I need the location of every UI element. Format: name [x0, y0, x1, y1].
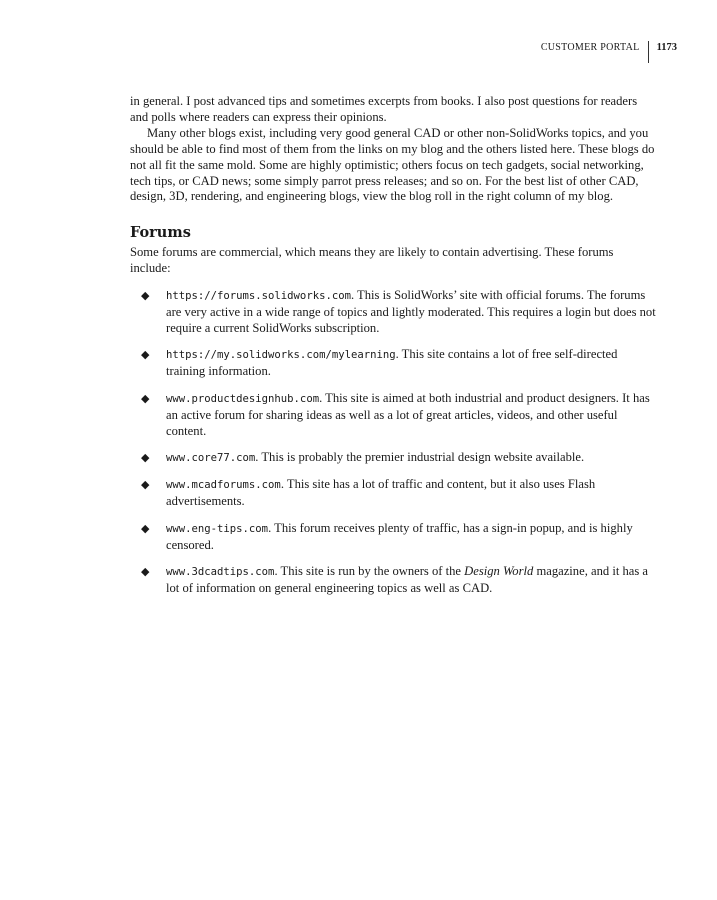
forum-description: . This site contains a lot of free self-directed training information. — [166, 347, 618, 379]
diamond-bullet-icon: ◆ — [141, 450, 150, 464]
forum-description: . This is probably the premier industrial design website available. — [255, 449, 585, 464]
list-item — [130, 288, 656, 337]
forum-url: www.3dcadtips.com — [166, 565, 275, 578]
diamond-bullet-icon: ◆ — [141, 348, 150, 362]
forum-url: www.eng-tips.com — [166, 522, 269, 535]
list-item — [130, 477, 656, 510]
diamond-bullet-icon: ◆ — [141, 478, 150, 492]
diamond-bullet-icon: ◆ — [141, 564, 150, 578]
page-body — [130, 94, 656, 607]
diamond-bullet-icon: ◆ — [141, 391, 150, 405]
forum-url: https://forums.solidworks.com — [166, 290, 351, 303]
magazine-title: Design World — [464, 563, 534, 578]
paragraph-blogs: Many other blogs exist, including very good general CAD or other non-SolidWorks topics, and you should be able to find most of them from the links on my blog and the others listed here. These blogs do not all fit the same mold. Some are highly optimistic; others focus on tech gadgets, social networking, tech tips, or CAD news; some simply parrot press releases; and so on. For the best list of other CAD, design, 3D, rendering, and engineering blogs, view the blog roll in the right column of my blog. — [130, 125, 655, 204]
list-item — [130, 521, 656, 554]
forum-description: . This site is run by the owners of the — [274, 563, 465, 578]
paragraph-continuation: in general. I post advanced tips and sometimes excerpts from books. I also post questions for readers and polls where readers can express their opinions. — [130, 94, 638, 124]
forums-list — [130, 288, 656, 597]
forum-description: . This is SolidWorks’ site with official forums. The forums are very active in a wide range of topics and lightly moderated. This requires a login but does not require a current SolidWorks subscription. — [166, 288, 656, 335]
diamond-bullet-icon: ◆ — [141, 521, 150, 535]
list-item — [130, 391, 656, 440]
page-number: 1173 — [656, 42, 677, 53]
forums-intro: Some forums are commercial, which means they are likely to contain advertising. These forums include: — [130, 245, 614, 276]
section-title: CUSTOMER PORTAL — [540, 42, 640, 53]
list-item — [130, 347, 656, 380]
list-item — [130, 450, 656, 467]
forums-heading: Forums — [130, 224, 191, 242]
forum-description: . This forum receives plenty of traffic, has a sign-in popup, and is highly censored. — [166, 520, 633, 552]
forum-url: https://my.solidworks.com/mylearning — [166, 349, 396, 362]
forum-url: www.core77.com — [166, 451, 256, 464]
running-head — [541, 41, 677, 65]
forum-description: . This site has a lot of traffic and content, but it also uses Flash advertisements. — [166, 477, 596, 509]
list-item — [130, 564, 656, 597]
forum-description: . This site is aimed at both industrial and product designers. It has an active forum for sharing ideas as well as a lot of great articles, videos, and other useful content. — [166, 390, 650, 438]
forum-description-end: magazine, and it has a lot of information on general engineering topics as well as CAD. — [166, 563, 648, 595]
forum-url: www.productdesignhub.com — [166, 392, 320, 405]
diamond-bullet-icon: ◆ — [141, 289, 150, 303]
forum-url: www.mcadforums.com — [166, 479, 281, 492]
